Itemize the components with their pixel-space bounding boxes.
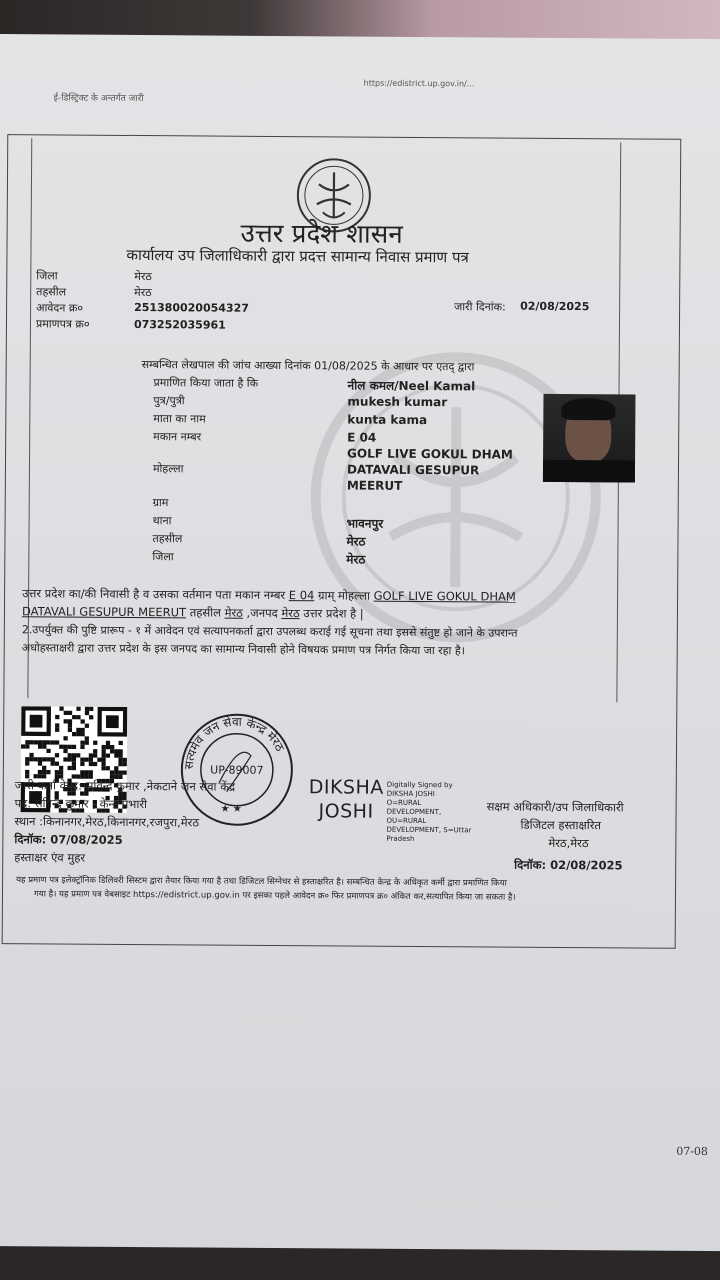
qr-module	[21, 744, 25, 748]
qr-module	[59, 745, 63, 749]
qr-module	[59, 706, 63, 710]
label-district: जिला	[36, 269, 58, 283]
qr-module	[42, 766, 46, 770]
value-district-detail: मेरठ	[346, 552, 366, 567]
qr-module	[89, 715, 93, 719]
authority-date: दिनॉक: 02/08/2025	[514, 857, 623, 873]
qr-module	[51, 740, 55, 744]
value-certificate-no: 073252035961	[133, 317, 226, 332]
qr-module	[63, 736, 67, 740]
label-certify: प्रमाणित किया जाता है कि	[153, 376, 259, 390]
qr-module	[51, 757, 55, 761]
qr-module	[42, 757, 46, 761]
qr-module	[106, 766, 110, 770]
qr-module	[123, 762, 127, 766]
qr-module	[64, 711, 68, 715]
qr-module	[59, 770, 63, 774]
issuer-place: स्थान :किनानगर,मेरठ,किनानगर,रजपुरा,मेरठ	[14, 814, 200, 830]
qr-module	[68, 766, 72, 770]
sig-detail-1: Digitally Signed by	[386, 780, 453, 790]
label-tehsil: तहसील	[36, 285, 67, 299]
qr-module	[72, 757, 76, 761]
issue-date-value: 02/08/2025	[520, 299, 590, 314]
qr-module	[55, 770, 59, 774]
qr-module	[106, 741, 110, 745]
stamp-code: UP-89007	[210, 763, 264, 777]
qr-module	[25, 770, 29, 774]
sig-detail-7: Pradesh	[386, 834, 415, 843]
qr-module	[76, 715, 80, 719]
para1-text-b: ग्राम् मोहल्ला	[314, 588, 374, 603]
qr-module	[46, 749, 50, 753]
value-tehsil-detail: मेरठ	[346, 534, 366, 549]
qr-module	[101, 762, 105, 766]
para1-text-a: उत्तर प्रदेश का/की निवासी है व उसका वर्तमान पता मकान नम्बर	[22, 586, 289, 603]
title-sub: कार्यालय उप जिलाधिकारी द्वारा प्रदत्त सामान्य निवास प्रमाण पत्र	[126, 245, 469, 267]
qr-module	[93, 741, 97, 745]
qr-module	[76, 732, 80, 736]
issuer-post: पद: सविन्द्र कुमार , केन्द्र प्रभारी	[14, 796, 148, 812]
qr-module	[25, 744, 29, 748]
qr-module	[123, 771, 127, 775]
qr-module	[55, 740, 59, 744]
qr-module	[102, 749, 106, 753]
footer-note-line1: यह प्रमाण पत्र इलेक्ट्रॉनिक डिलिवरी सिस्टम द्वारा तैयार किया गया है तथा डिजिटल सिग्नेचर से हस्ताक्षरित है। सम्बन्धित केन्द्र के अधिकृत कर्मी द्वारा प्रमाणित किया	[16, 875, 507, 889]
qr-module	[89, 758, 93, 762]
qr-module	[38, 740, 42, 744]
qr-finder	[106, 715, 119, 728]
qr-module	[68, 757, 72, 761]
value-tehsil: मेरठ	[134, 285, 152, 300]
qr-module	[38, 761, 42, 765]
qr-module	[68, 711, 72, 715]
qr-module	[68, 728, 72, 732]
qr-module	[29, 757, 33, 761]
qr-module	[80, 741, 84, 745]
qr-module	[89, 707, 93, 711]
value-mother: kunta kama	[347, 412, 428, 428]
qr-module	[46, 740, 50, 744]
qr-module	[64, 719, 68, 723]
value-locality-1: GOLF LIVE GOKUL DHAM	[347, 446, 513, 462]
qr-module	[114, 770, 118, 774]
qr-module	[84, 770, 88, 774]
label-child-of: पुत्र/पुत्री	[153, 394, 185, 408]
svg-text:★ ★: ★ ★	[220, 803, 242, 815]
qr-module	[110, 749, 114, 753]
authority-digital-signed: डिजिटल हस्ताक्षरित	[520, 817, 602, 833]
value-district: मेरठ	[134, 269, 152, 284]
qr-module	[68, 753, 72, 757]
qr-module	[106, 753, 110, 757]
qr-module	[38, 744, 42, 748]
qr-module	[93, 762, 97, 766]
para1-tehsil: मेरठ	[224, 605, 243, 620]
para1-locality-1: GOLF LIVE GOKUL DHAM	[373, 588, 516, 604]
value-father: mukesh kumar	[347, 394, 448, 410]
qr-module	[85, 711, 89, 715]
label-mother: माता का नाम	[153, 412, 206, 426]
qr-module	[89, 753, 93, 757]
qr-finder	[30, 715, 43, 728]
qr-module	[85, 758, 89, 762]
qr-module	[34, 757, 38, 761]
qr-module	[110, 770, 114, 774]
title-main: उत्तर प्रदेश शासन	[240, 218, 403, 250]
label-house: मकान नम्बर	[153, 430, 202, 444]
applicant-photo	[543, 394, 636, 483]
qr-module	[80, 758, 84, 762]
label-certificate-no: प्रमाणपत्र क्र०	[35, 317, 90, 331]
qr-module	[55, 753, 59, 757]
qr-module	[42, 745, 46, 749]
para1-text-d: ,जनपद	[242, 605, 282, 621]
qr-module	[93, 749, 97, 753]
photo-shirt	[543, 460, 635, 483]
qr-module	[25, 740, 29, 744]
qr-module	[80, 770, 84, 774]
qr-module	[80, 762, 84, 766]
qr-module	[68, 745, 72, 749]
issued-under-text: ई-डिस्ट्रिक्ट के अन्तर्गत जारी	[53, 93, 144, 105]
confirmation-paragraph-line1: 2.उपर्युक्त की पुष्टि प्रारूप - १ में आवेदन एवं सत्यापनकर्ता द्वारा उपलब्ध कराई गई सूचना तथा इससे संतुष्ट हो जाने के उपरान्त	[21, 623, 518, 640]
qr-module	[89, 770, 93, 774]
qr-module	[42, 740, 46, 744]
qr-module	[72, 715, 76, 719]
value-name: नील कमल/Neel Kamal	[347, 378, 476, 394]
digital-signature-details	[386, 781, 471, 845]
qr-module	[118, 762, 122, 766]
para1-district: मेरठ	[281, 606, 300, 621]
qr-module	[72, 762, 76, 766]
qr-module	[72, 753, 76, 757]
qr-module	[63, 757, 67, 761]
authority-title: सक्षम अधिकारी/उप जिलाधिकारी	[486, 799, 624, 815]
qr-module	[72, 766, 76, 770]
qr-module	[119, 741, 123, 745]
qr-module	[118, 758, 122, 762]
qr-module	[55, 762, 59, 766]
qr-module	[106, 745, 110, 749]
label-locality: मोहल्ला	[152, 462, 184, 476]
qr-module	[80, 745, 84, 749]
page-corner-date: 07-08	[676, 1144, 708, 1159]
qr-module	[59, 766, 63, 770]
qr-module	[68, 719, 72, 723]
qr-module	[76, 728, 80, 732]
qr-module	[118, 754, 122, 758]
qr-module	[101, 766, 105, 770]
qr-module	[110, 745, 114, 749]
qr-module	[55, 715, 59, 719]
qr-module	[85, 736, 89, 740]
qr-module	[76, 753, 80, 757]
para1-house: E 04	[288, 588, 315, 603]
label-district-detail: जिला	[152, 550, 174, 564]
issuer-sign-seal: हस्ताक्षर एंव मुहर	[14, 850, 86, 865]
qr-module	[80, 728, 84, 732]
qr-module	[25, 757, 29, 761]
qr-module	[85, 741, 89, 745]
para1-locality-2: DATAVALI GESUPUR MEERUT	[21, 604, 187, 620]
qr-module	[55, 723, 59, 727]
qr-module	[42, 770, 46, 774]
value-locality-2: DATAVALI GESUPUR	[346, 462, 480, 478]
value-application-no: 251380020054327	[134, 300, 249, 315]
para1-text-e: उत्तर प्रदेश है |	[299, 606, 364, 621]
qr-module	[93, 753, 97, 757]
photo-hair	[561, 398, 615, 420]
issue-date-label: जारी दिनांक:	[454, 300, 506, 314]
qr-module	[72, 745, 76, 749]
qr-module	[102, 753, 106, 757]
qr-module	[55, 728, 59, 732]
issuer-center: जारी कर्ता केन्द्र: सविन्द्र कुमार ,नेकटाने जन सेवा केंद्र	[14, 778, 236, 794]
qr-module	[85, 707, 89, 711]
confirmation-paragraph-line2: अधोहस्ताक्षरी द्वारा उत्तर प्रदेश के इस जनपद का सामान्य निवासी होने विषयक प्रमाण पत्र निर्गत किया जा रहा है।	[21, 641, 465, 658]
qr-module	[114, 749, 118, 753]
qr-module	[51, 762, 55, 766]
qr-module	[46, 770, 50, 774]
para1-text-c: तहसील	[186, 605, 225, 620]
sig-detail-4: DEVELOPMENT,	[386, 807, 442, 817]
qr-module	[118, 749, 122, 753]
jan-seva-kendra-stamp	[178, 711, 295, 828]
issuer-date: दिनॉक: 07/08/2025	[14, 832, 123, 847]
sig-detail-3: O=RURAL	[386, 798, 422, 808]
qr-module	[46, 757, 50, 761]
qr-module	[34, 740, 38, 744]
header-url: https://edistrict.up.gov.in/...	[363, 78, 475, 89]
qr-module	[81, 719, 85, 723]
value-police-station: भावनपुर	[346, 516, 384, 531]
qr-module	[97, 758, 101, 762]
value-house: E 04	[347, 430, 377, 445]
qr-module	[123, 758, 127, 762]
qr-module	[76, 707, 80, 711]
qr-module	[102, 745, 106, 749]
qr-module	[63, 745, 67, 749]
qr-module	[114, 766, 118, 770]
label-village: ग्राम	[152, 496, 169, 510]
stamp-ring-text: सत्यमेव जन सेवा केन्द्र मेरठ	[181, 714, 288, 770]
qr-module	[30, 740, 34, 744]
authority-location: मेरठ,मेरठ	[548, 835, 589, 851]
value-locality-3: MEERUT	[346, 478, 403, 493]
intro-text: सम्बन्धित लेखपाल की जांच आख्या दिनांक 01/08/2025 के आधार पर एतद् द्वारा	[141, 358, 475, 374]
sig-detail-5: OU=RURAL	[386, 816, 427, 826]
certificate-paper	[0, 34, 720, 1251]
digital-signer-name-2: JOSHI	[318, 800, 374, 823]
qr-module	[114, 753, 118, 757]
qr-module	[38, 770, 42, 774]
label-tehsil-detail: तहसील	[152, 532, 183, 546]
qr-module	[80, 732, 84, 736]
qr-module	[101, 758, 105, 762]
qr-module	[68, 723, 72, 727]
sig-detail-2: DIKSHA JOSHI	[386, 789, 435, 799]
qr-module	[85, 724, 89, 728]
qr-module	[29, 753, 33, 757]
qr-module	[118, 770, 122, 774]
qr-module	[38, 757, 42, 761]
qr-module	[72, 732, 76, 736]
sig-detail-6: DEVELOPMENT, S=Uttar	[386, 825, 472, 835]
label-application-no: आवेदन क्र०	[36, 301, 84, 315]
qr-module	[63, 749, 67, 753]
label-police-station: थाना	[152, 514, 172, 528]
qr-module	[25, 761, 29, 765]
qr-module	[89, 762, 93, 766]
footer-note-line2: गया है। यह प्रमाण पत्र वेबसाइट https://edistrict.up.gov.in पर इसका पहले आवेदन क्र० फिर प्रमाणपत्र क्र० अंकित कर,सत्यापित किया जा सकता है।	[33, 889, 516, 903]
digital-signer-name-1: DIKSHA	[308, 776, 384, 799]
